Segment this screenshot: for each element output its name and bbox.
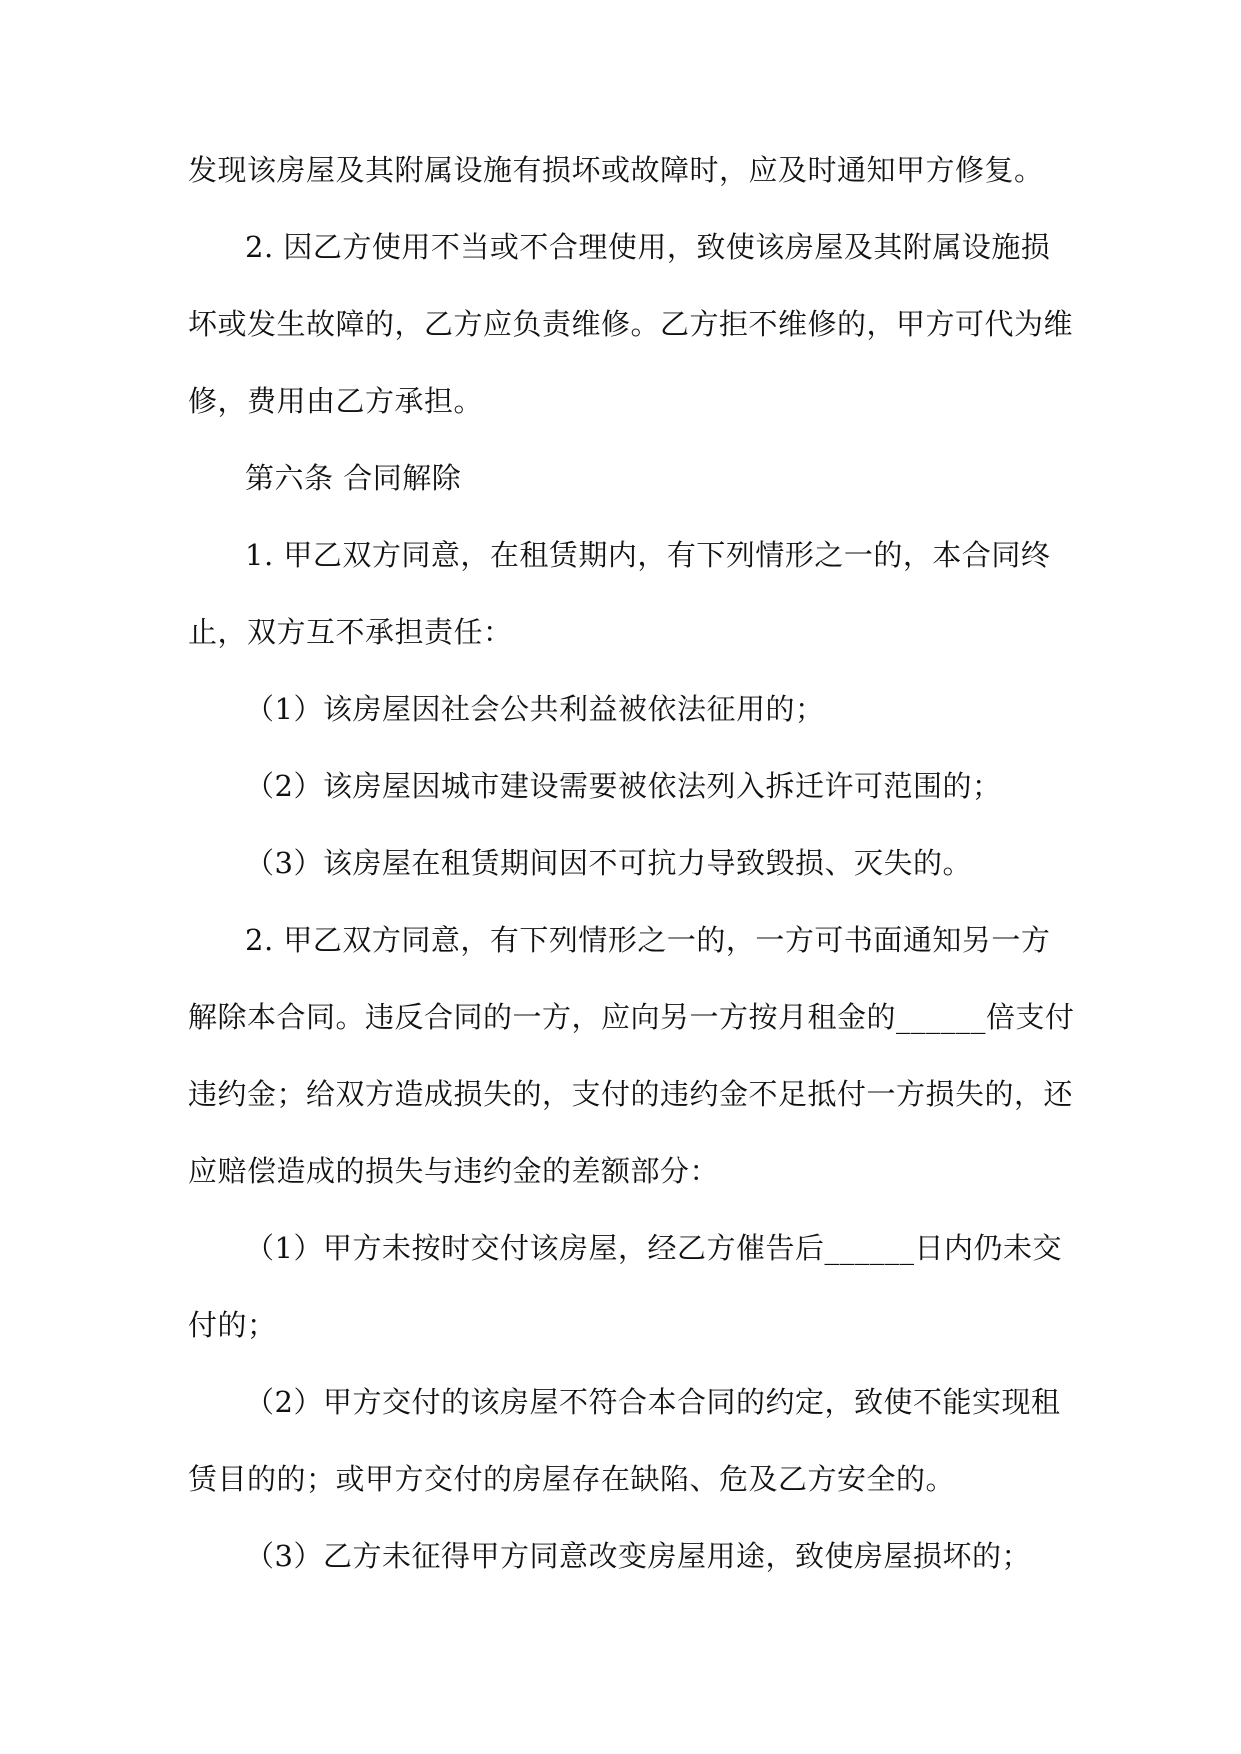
text-line-17: （2）甲方交付的该房屋不符合本合同的约定，致使不能实现租 xyxy=(245,1385,1061,1419)
text-line-16: 付的； xyxy=(188,1308,277,1342)
text-line-7: 止，双方互不承担责任： xyxy=(188,615,513,649)
text-line-8: （1）该房屋因社会公共利益被依法征用的； xyxy=(245,692,825,726)
text-line-18: 赁目的的；或甲方交付的房屋存在缺陷、危及乙方安全的。 xyxy=(188,1462,956,1496)
document-body xyxy=(188,132,1075,1595)
text-line-2: 2. 因乙方使用不当或不合理使用，致使该房屋及其附属设施损 xyxy=(245,230,1051,264)
section-heading: 第六条 合同解除 xyxy=(245,461,462,495)
text-line-4: 修，费用由乙方承担。 xyxy=(188,384,484,418)
text-line-15: （1）甲方未按时交付该房屋，经乙方催告后______日内仍未交 xyxy=(245,1231,1062,1265)
text-line-14: 应赔偿造成的损失与违约金的差额部分： xyxy=(188,1154,720,1188)
text-line-10: （3）该房屋在租赁期间因不可抗力导致毁损、灭失的。 xyxy=(245,846,972,880)
text-line-13: 违约金；给双方造成损失的，支付的违约金不足抵付一方损失的，还 xyxy=(188,1077,1074,1111)
text-line-19: （3）乙方未征得甲方同意改变房屋用途，致使房屋损坏的； xyxy=(245,1539,1031,1573)
text-line-1: 发现该房屋及其附属设施有损坏或故障时，应及时通知甲方修复。 xyxy=(188,153,1044,187)
text-line-12: 解除本合同。违反合同的一方，应向另一方按月租金的______倍支付 xyxy=(188,1000,1075,1034)
text-line-6: 1. 甲乙双方同意，在租赁期内，有下列情形之一的，本合同终 xyxy=(245,538,1051,572)
text-line-9: （2）该房屋因城市建设需要被依法列入拆迁许可范围的； xyxy=(245,769,1002,803)
text-line-11: 2. 甲乙双方同意，有下列情形之一的，一方可书面通知另一方 xyxy=(245,923,1051,957)
text-line-3: 坏或发生故障的，乙方应负责维修。乙方拒不维修的，甲方可代为维 xyxy=(188,307,1074,341)
